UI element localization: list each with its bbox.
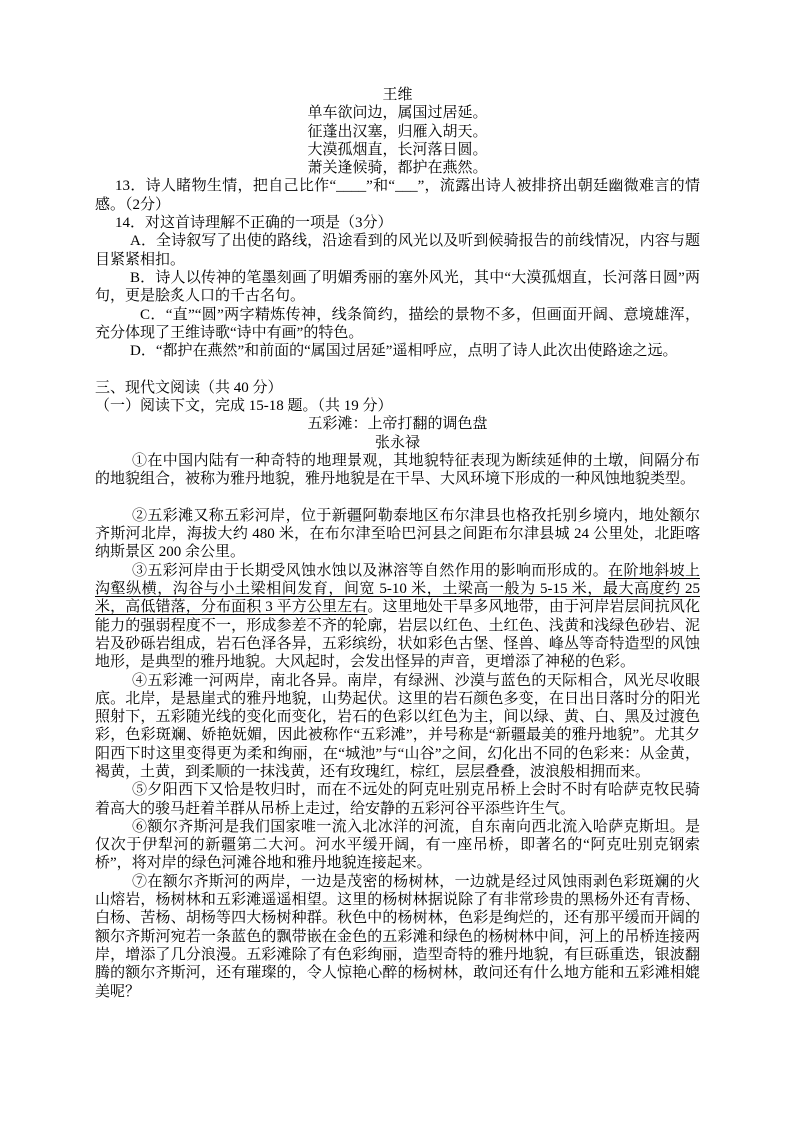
paragraph-3-lead: ③五彩河岸由于长期受风蚀水蚀以及淋溶等自然作用的影响而形成的。 — [132, 562, 609, 579]
essay-paragraph-3 — [95, 562, 700, 672]
paragraph-3-rest: 。这里地处干旱多风地带，由于河岸岩层间抗风化能力的强弱程度不一，形成参差不齐的轮廓，岩层以红色、土红色、浅黄和浅绿色砂岩、泥岩及砂砾岩组成，岩石色泽各异，五彩缤纷，状如彩色古堡、怪兽、峰丛等奇特造型的风蚀地形，是典型的雅丹地貌。大风起时，会发出怪异的声音，更增添了神秘的色彩。 — [95, 599, 700, 671]
essay-paragraph-4: ④五彩滩一河两岸，南北各异。南岸，有绿洲、沙漠与蓝色的天际相合，风光尽收眼底。北岸，是悬崖式的雅丹地貌，山势起伏。这里的岩石颜色多变，在日出日落时分的阳光照射下，五彩随光线的变化而变化，岩石的色彩以红色为主，间以绿、黄、白、黑及过渡色彩，色彩斑斓、娇艳妩媚，因此被称作“五彩滩”，并号称是“新疆最美的雅丹地貌”。尤其夕阳西下时这里变得更为柔和绚丽，在“城池”与“山谷”之间，幻化出不同的色彩来：从金黄，褐黄，土黄，到柔顺的一抹浅黄，还有玫瑰红，棕红，层层叠叠，波浪般相拥而来。 — [95, 672, 700, 780]
poem-line-1: 单车欲问边，属国过居延。 — [307, 105, 488, 122]
essay-paragraph-2: ②五彩滩又称五彩河岸，位于新疆阿勒泰地区布尔津县也格孜托别乡境内，地处额尔齐斯河北岸，海拔大约 480 米，在布尔津至哈巴河县之间距布尔津县城 24 公里处，北距喀纳斯景区 200 余公里。 — [95, 507, 700, 561]
poem-author: 王维 — [382, 87, 413, 103]
poem-line-3: 大漠孤烟直，长河落日圆。 — [307, 141, 488, 158]
essay-paragraph-1: ①在中国内陆有一种奇特的地理景观，其地貌特征表现为断续延伸的土墩，间隔分布的地貌组合，被称为雅丹地貌，雅丹地貌是在干旱、大风环境下形成的一种风蚀地貌类型。 — [95, 452, 700, 488]
essay-paragraph-5: ⑤夕阳西下又恰是牧归时，而在不远处的阿克吐别克吊桥上会时不时有哈萨克牧民骑着高大的骏马赶着羊群从吊桥上走过，给安静的五彩河谷平添些许生气。 — [95, 782, 700, 817]
paragraph-3-underlined-passage: 在阶地斜坡上沟壑纵横，沟谷与小土梁相间发育，间宽 5-10 米，土梁高一般为 5-15 米，最大高度约 25 米，高低错落，分布面积 3 平方公里左右 — [95, 562, 700, 616]
section-heading: 三、现代文阅读（共 40 分） — [95, 379, 283, 396]
question-14-option-d: D．“都护在燕然”和前面的“属国过居延”遥相呼应，点明了诗人此次出使路途之远。 — [130, 343, 678, 360]
essay-paragraph-6: ⑥额尔齐斯河是我们国家唯一流入北冰洋的河流，自东南向西北流入哈萨克斯坦。是仅次于伊犁河的新疆第二大河。河水平缓开阔，有一座吊桥，即著名的“阿克吐别克钢索桥”，将对岸的绿色河滩谷地和雅丹地貌连接起来。 — [95, 818, 700, 872]
question-14-option-b: B．诗人以传神的笔墨刻画了明媚秀丽的塞外风光，其中“大漠孤烟直，长河落日圆”两句，更是脍炙人口的千古名句。 — [95, 269, 700, 305]
section-subheading: （一）阅读下文，完成 15-18 题。（共 19 分） — [95, 398, 393, 415]
question-13: 13．诗人睹物生情，把自己比作“____”和“___”，流露出诗人被排挤出朝廷幽微难言的情感。（2分） — [95, 178, 700, 213]
question-14-option-c: C．“直”“圆”两字精炼传神，线条简约，描绘的景物不多，但画面开阔、意境雄浑，充分体现了王维诗歌“诗中有画”的特色。 — [95, 306, 700, 341]
essay-paragraph-7: ⑦在额尔齐斯河的两岸，一边是茂密的杨树林，一边就是经过风蚀雨剥色彩斑斓的火山熔岩，杨树林和五彩滩遥遥相望。这里的杨树林据说除了有非常珍贵的黑杨外还有青杨、白杨、苦杨、胡杨等四大杨树种群。秋色中的杨树林，色彩是绚烂的，还有那平缓而开阔的额尔齐斯河宛若一条蓝色的飘带嵌在金色的五彩滩和绿色的杨树林中间，河上的吊桥连接两岸，增添了几分浪漫。五彩滩除了有色彩绚丽，造型奇特的雅丹地貌，有巨砾重迭，银波翻腾的额尔齐斯河，还有璀璨的，令人惊艳心醉的杨树林，敢问还有什么地方能和五彩滩相媲美呢？ — [95, 873, 700, 1000]
blank-line — [95, 360, 700, 378]
essay-title: 五彩滩：上帝打翻的调色盘 — [307, 416, 488, 433]
essay-author: 张永禄 — [374, 434, 420, 451]
poem-line-4: 萧关逢候骑，都护在燕然。 — [307, 160, 488, 177]
question-14: 14．对这首诗理解不正确的一项是（3分） — [115, 215, 393, 232]
blank-line — [95, 489, 700, 507]
poem-line-2: 征蓬出汉塞，归雁入胡天。 — [307, 123, 488, 140]
question-14-option-a: A．全诗叙写了出使的路线，沿途看到的风光以及听到候骑报告的前线情况，内容与题目紧紧相扣。 — [95, 233, 700, 268]
